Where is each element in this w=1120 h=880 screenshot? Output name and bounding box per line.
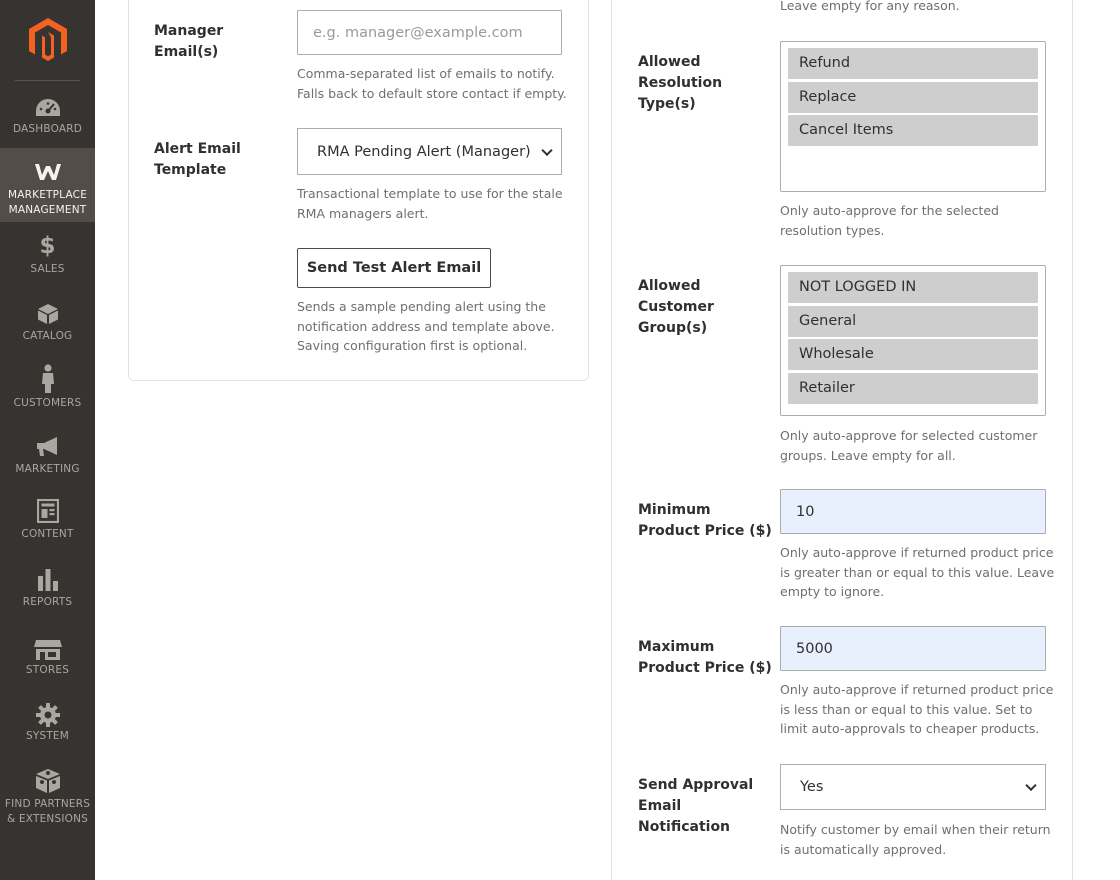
sidebar-item-label: STORES: [25, 664, 70, 676]
marketplace-icon: [34, 162, 62, 182]
alert-email-template-label-line2: Template: [154, 162, 227, 178]
sidebar-item-content[interactable]: [0, 499, 95, 545]
sidebar-item-sales[interactable]: [0, 234, 95, 282]
allowed-customer-groups-note-line2: groups. Leave empty for all.: [780, 447, 956, 463]
send-test-alert-note-line1: Sends a sample pending alert using the: [297, 299, 546, 314]
chevron-down-icon: [541, 144, 552, 155]
sidebar-item-stores[interactable]: [0, 640, 95, 680]
sidebar-item-marketplace-management[interactable]: [0, 148, 95, 222]
manager-emails-label: [154, 21, 223, 63]
allowed-customer-groups-note-line1: Only auto-approve for selected customer: [780, 428, 1038, 443]
sidebar-divider: [15, 80, 80, 81]
maximum-product-price-note-line3: limit auto-approvals to cheaper products.: [780, 721, 1040, 736]
send-test-alert-note-line2: notification address and template above.: [297, 318, 555, 334]
sidebar-item-label-line2: MANAGEMENT: [8, 204, 87, 216]
sidebar-item-label: CATALOG: [22, 330, 73, 342]
magento-logo-icon: [29, 18, 67, 62]
sidebar-item-catalog[interactable]: [0, 303, 95, 349]
manager-emails-note-line1: Comma-separated list of emails to notify.: [297, 66, 555, 81]
resolution-type-option-cancel-items[interactable]: Cancel Items: [788, 115, 1038, 146]
sidebar-item-find-partners[interactable]: [0, 769, 95, 829]
dashboard-icon: [35, 98, 61, 118]
content-icon: [37, 499, 59, 523]
chevron-down-icon: [1025, 780, 1036, 791]
sidebar-item-label: CUSTOMERS: [13, 397, 82, 409]
sidebar-item-label: MARKETING: [15, 463, 80, 475]
alert-email-template-label-line1: Alert Email: [154, 141, 241, 157]
sidebar-item-system[interactable]: [0, 703, 95, 747]
manager-emails-label-line2: Email(s): [154, 44, 219, 60]
manager-emails-input[interactable]: [297, 10, 562, 55]
maximum-product-price-label-line1: Maximum: [638, 639, 715, 655]
sidebar-item-label: DASHBOARD: [12, 123, 83, 135]
maximum-product-price-note-line2: is less than or equal to this value. Set to: [780, 701, 1033, 717]
maximum-product-price-label: [638, 637, 772, 679]
customer-group-option-general[interactable]: General: [788, 306, 1038, 337]
box-icon: [37, 303, 59, 325]
minimum-product-price-note-line3: empty to ignore.: [780, 584, 885, 599]
minimum-product-price-label: [638, 500, 772, 542]
send-test-alert-email-label: Send Test Alert Email: [306, 260, 482, 276]
send-approval-email-label-line2: Email: [638, 798, 682, 814]
store-icon: [34, 640, 62, 660]
allowed-customer-groups-label-line1: Allowed: [638, 278, 701, 294]
allowed-customer-groups-label-line3: Group(s): [638, 320, 708, 336]
allowed-resolution-types-label-line1: Allowed: [638, 54, 701, 70]
sidebar-item-label: MARKETPLACE: [7, 189, 88, 201]
send-test-alert-note-line3: Saving configuration first is optional.: [297, 338, 528, 353]
minimum-product-price-note: [780, 543, 1054, 602]
sidebar-item-dashboard[interactable]: [0, 98, 95, 148]
sidebar-item-label: CONTENT: [21, 528, 74, 540]
allowed-resolution-types-label-line2: Resolution: [638, 75, 723, 91]
sidebar-item-customers[interactable]: [0, 364, 95, 416]
allowed-resolution-types-note-line1: Only auto-approve for the selected: [780, 203, 999, 218]
dollar-icon: $: [39, 233, 56, 259]
manager-emails-note-line2: Falls back to default store contact if empty.: [297, 85, 567, 101]
send-approval-email-note: [780, 820, 1051, 859]
manager-emails-note: [297, 64, 567, 103]
alert-email-template-label: [154, 139, 241, 181]
send-approval-email-label-line3: Notification: [638, 819, 731, 835]
magento-logo[interactable]: [0, 18, 95, 68]
sidebar-item-label: SALES: [30, 263, 65, 275]
sidebar-item-label: REPORTS: [22, 596, 73, 608]
send-approval-email-note-line1: Notify customer by email when their return: [780, 822, 1051, 837]
sidebar-item-label-line2: & EXTENSIONS: [6, 813, 89, 825]
customer-group-option-not-logged-in[interactable]: NOT LOGGED IN: [788, 272, 1038, 303]
maximum-product-price-input[interactable]: [780, 626, 1046, 671]
resolution-type-option-replace[interactable]: Replace: [788, 82, 1038, 113]
gear-icon: [36, 703, 60, 727]
allowed-resolution-types-label-line3: Type(s): [638, 96, 696, 112]
megaphone-icon: [35, 437, 61, 457]
alert-email-template-note: [297, 184, 563, 223]
sidebar-item-reports[interactable]: [0, 569, 95, 613]
customer-group-option-retailer[interactable]: Retailer: [788, 373, 1038, 404]
person-icon: [40, 364, 56, 394]
manager-emails-label-line1: Manager: [154, 23, 224, 39]
minimum-product-price-label-line2: Product Price ($): [638, 523, 772, 539]
allowed-customer-groups-multiselect[interactable]: [780, 265, 1046, 416]
bar-chart-icon: [37, 569, 59, 591]
alert-email-template-note-line1: Transactional template to use for the stale: [297, 186, 563, 201]
send-approval-email-value: Yes: [800, 779, 824, 795]
allowed-resolution-types-note: [780, 201, 999, 240]
maximum-product-price-note: [780, 680, 1053, 739]
sidebar-item-label: SYSTEM: [25, 730, 70, 742]
minimum-product-price-label-line1: Minimum: [638, 502, 711, 518]
admin-sidebar: [0, 0, 95, 880]
send-approval-email-label-line1: Send Approval: [638, 777, 754, 793]
allowed-customer-groups-label: [638, 276, 714, 339]
minimum-product-price-note-line1: Only auto-approve if returned product price: [780, 545, 1054, 560]
maximum-product-price-note-line1: Only auto-approve if returned product price: [780, 682, 1054, 697]
sidebar-item-marketing[interactable]: [0, 437, 95, 479]
alert-email-template-select[interactable]: [297, 128, 562, 175]
minimum-product-price-input[interactable]: [780, 489, 1046, 534]
minimum-product-price-note-line2: is greater than or equal to this value. Leave: [780, 564, 1055, 580]
send-test-alert-note: [297, 297, 555, 356]
allowed-customer-groups-note: [780, 426, 1037, 465]
allowed-resolution-types-multiselect[interactable]: [780, 41, 1046, 192]
sidebar-item-label: FIND PARTNERS: [4, 798, 91, 810]
alert-email-template-note-line2: RMA managers alert.: [297, 205, 429, 221]
customer-group-option-wholesale[interactable]: Wholesale: [788, 339, 1038, 370]
allowed-customer-groups-label-line2: Customer: [638, 299, 714, 315]
resolution-type-option-refund[interactable]: Refund: [788, 48, 1038, 79]
send-approval-email-label: [638, 775, 753, 838]
allowed-resolution-types-label: [638, 52, 722, 115]
send-approval-email-note-line2: is automatically approved.: [780, 841, 947, 857]
maximum-product-price-label-line2: Product Price ($): [638, 660, 772, 676]
reason-note: Leave empty for any reason.: [780, 0, 960, 13]
puzzle-icon: [35, 769, 61, 793]
alert-email-template-value: RMA Pending Alert (Manager): [317, 143, 531, 160]
allowed-resolution-types-note-line2: resolution types.: [780, 222, 885, 238]
send-approval-email-select[interactable]: [780, 764, 1046, 810]
send-test-alert-email-button[interactable]: [297, 248, 491, 288]
